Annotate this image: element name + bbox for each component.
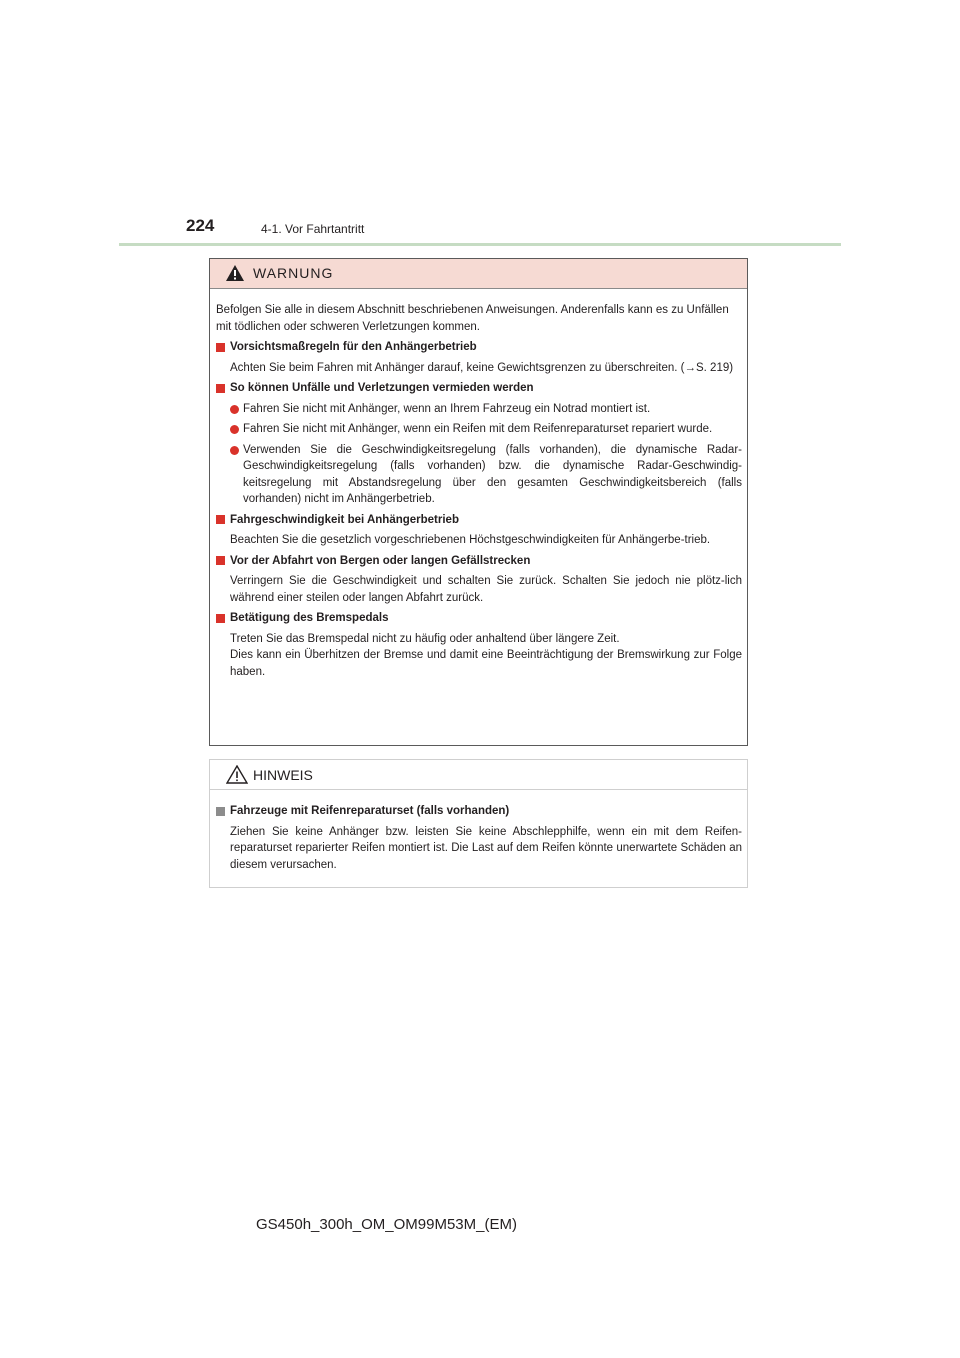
warning-intro: Befolgen Sie alle in diesem Abschnitt beschriebenen Anweisungen. Anderenfalls kann es zu Unfällen mit tödlichen oder schweren Verletzungen kommen. (216, 304, 729, 333)
red-square-icon (216, 614, 225, 623)
notice-title: HINWEIS (253, 767, 313, 783)
section-heading: So können Unfälle und Verletzungen vermieden werden (216, 380, 742, 397)
warning-section (216, 553, 742, 607)
warning-body (210, 289, 747, 680)
red-square-icon (216, 556, 225, 565)
bullet-item: Fahren Sie nicht mit Anhänger, wenn ein Reifen mit dem Reifenreparaturset repariert wurde. (216, 421, 742, 438)
document-code: GS450h_300h_OM_OM99M53M_(EM) (256, 1216, 517, 1233)
red-square-icon (216, 343, 225, 352)
warning-triangle-icon (226, 265, 244, 281)
red-bullet-icon (230, 425, 239, 434)
section-heading: Betätigung des Bremspedals (216, 610, 742, 627)
notice-triangle-icon (226, 765, 248, 784)
section-text: Achten Sie beim Fahren mit Anhänger darauf, keine Gewichtsgrenzen zu überschreiten. (→S. 219) (230, 361, 734, 374)
warning-section (216, 339, 742, 376)
section-heading: Vor der Abfahrt von Bergen oder langen Gefällstrecken (216, 553, 742, 570)
notice-box (209, 759, 748, 888)
gray-square-icon (216, 807, 225, 816)
warning-section (216, 380, 742, 508)
red-square-icon (216, 384, 225, 393)
red-square-icon (216, 515, 225, 524)
section-text: Dies kann ein Überhitzen der Bremse und damit eine Beeinträchtigung der Bremswirkung zur Folge haben. (230, 649, 742, 678)
section-heading: Fahrgeschwindigkeit bei Anhängerbetrieb (216, 512, 742, 529)
section-heading: Fahrzeuge mit Reifenreparaturset (falls vorhanden) (216, 803, 742, 820)
section-text: Beachten Sie die gesetzlich vorgeschriebenen Höchstgeschwindigkeiten für Anhängerbe-trieb. (230, 534, 711, 546)
red-bullet-icon (230, 405, 239, 414)
warning-box (209, 258, 748, 746)
warning-title: WARNUNG (253, 265, 334, 281)
section-text: Treten Sie das Bremspedal nicht zu häufig oder anhaltend über längere Zeit. (230, 632, 620, 645)
warning-section (216, 512, 742, 549)
bullet-item: Verwenden Sie die Geschwindigkeitsregelung (falls vorhanden), die dynamische Radar-Geschwindigkeitsregelung (falls vorhanden) bzw. die dynamische Radar-Geschwindig-keitsregelung mit Abstandsregelung über den gesamten Geschwindigkeitsbereich (falls vorhanden) nicht im Anhängerbetrieb. (216, 442, 742, 508)
page-number: 224 (186, 216, 215, 235)
red-bullet-icon (230, 446, 239, 455)
notice-body (210, 790, 747, 873)
warning-section (216, 610, 742, 680)
section-title: 4-1. Vor Fahrtantritt (261, 222, 365, 236)
warning-header (210, 259, 747, 289)
notice-header (210, 760, 747, 790)
section-text: Verringern Sie die Geschwindigkeit und schalten Sie zurück. Schalten Sie jedoch nie plötz-lich während einer steilen oder langen Abfahrt zurück. (230, 575, 742, 604)
bullet-item: Fahren Sie nicht mit Anhänger, wenn an Ihrem Fahrzeug ein Notrad montiert ist. (216, 401, 742, 418)
notice-text: Ziehen Sie keine Anhänger bzw. leisten Sie keine Abschlepphilfe, wenn ein mit dem Reifen-reparaturset reparierter Reifen montiert ist. Die Last auf dem Reifen könnte unerwartete Schäden an diesem verursachen. (230, 825, 742, 871)
header-rule (119, 243, 841, 246)
section-heading: Vorsichtsmaßregeln für den Anhängerbetrieb (216, 339, 742, 356)
